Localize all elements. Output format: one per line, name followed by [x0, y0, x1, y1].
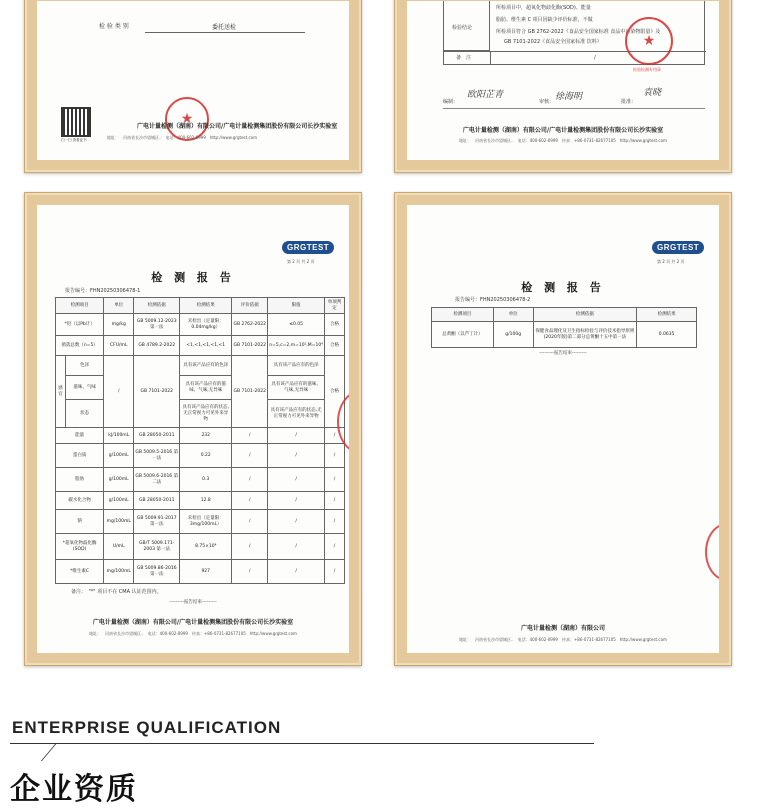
table-row: 能量 kJ/100mL GB 28050-2011 232 / / /	[56, 428, 345, 444]
certificate-paper	[37, 1, 349, 160]
certificate-frame-top-left	[24, 0, 362, 173]
reviewed-by-label: 审核：	[539, 99, 555, 105]
table-row: *超氧化物歧化酶(SOD) U/mL GB/T 5009.171-2003 第一法 8.75×10⁴ / / /	[56, 534, 345, 560]
conclusion-line-4: GB 7101-2022《食品安全国家标准 饮料》	[504, 39, 602, 45]
report-end-mark: ---------报告结束---------	[169, 600, 217, 605]
col-header: 单位	[493, 308, 533, 322]
prepared-by-label: 编制：	[443, 99, 459, 105]
col-header: 检测项目	[56, 298, 104, 314]
col-header: 单项判定	[325, 298, 345, 314]
section-title-english: ENTERPRISE QUALIFICATION	[12, 718, 282, 737]
col-header: 检测结果	[637, 308, 697, 322]
certificate-frame-bottom-left	[24, 192, 362, 666]
lab-company-name: 广电计量检测（湖南）有限公司/广电计量检测集团股份有限公司长沙实验室	[92, 619, 294, 626]
official-stamp: ★	[165, 97, 209, 141]
table-row: 滋味、气味 具有该产品应有的滋味、气味,无异味 具有该产品应有的滋味、气味,无异味	[56, 376, 345, 400]
inspection-type-value: 委托送检	[212, 24, 237, 31]
table-row: 蛋白质 g/100mL GB 5009.5-2016 第一法 0.22 / / /	[56, 444, 345, 468]
inspection-type-label: 检 验 类 别	[99, 23, 129, 30]
lab-company-name: 广电计量检测（湖南）有限公司/广电计量检测集团股份有限公司长沙实验室	[462, 127, 664, 134]
certificate-paper	[37, 205, 349, 653]
table-row: 碳水化合物 g/100mL GB 28050-2011 12.8 / / /	[56, 492, 345, 510]
section-divider-line	[10, 743, 594, 744]
table-header-row	[56, 298, 345, 314]
col-header: 限值	[268, 298, 325, 314]
conclusion-line-2: 脂肪、维生素 C 项目因缺少评价标准，不做	[496, 17, 593, 23]
official-stamp-partial	[705, 523, 719, 581]
table-row: *维生素C mg/100mL GB 5009.86-2016 第一法 927 / / /	[56, 560, 345, 584]
qr-caption: 扫一扫 查看证书	[61, 138, 87, 142]
grgtest-logo: GRGTEST	[652, 241, 704, 254]
page-number: 第 2 页 共 2 页	[657, 259, 685, 264]
table-row: 状态 具有该产品应有的状态,无正常视力可见外来异物 具有该产品应有的状态,无正常视力可见外来异物	[56, 400, 345, 428]
certificate-paper	[407, 205, 719, 653]
col-header: 检测结果	[180, 298, 232, 314]
section-title-chinese: 企业资质	[10, 772, 138, 807]
approved-by-signature: 袁晓	[643, 88, 662, 98]
col-header: 检测依据	[533, 308, 637, 322]
table-row: 钠 mg/100mL GB 5009.91-2017 第一法 未检出（定量限：3mg/100mL） / / /	[56, 510, 345, 534]
table-row: *铅（以Pb计） mg/kg GB 5009.12-2023 第一法 未检出（定量限：0.04mg/kg） GB 2762-2022 ≤0.05 合格	[56, 314, 345, 336]
remark-label: 备 注	[456, 55, 472, 61]
certificate-paper	[407, 1, 719, 160]
remark-value: /	[594, 55, 596, 61]
lab-company-name: 广电计量检测（湖南）有限公司/广电计量检测集团股份有限公司长沙实验室	[137, 123, 338, 130]
lab-address: 地址： 河南省长沙市望城区.. 电话：400-602-0999 传真：+86-0731-82677105 http://www.grgtest.com	[459, 138, 667, 143]
sensory-group-label: 感官	[56, 356, 66, 428]
report-end-mark: ---------报告结束---------	[539, 351, 587, 356]
table-row: 脂肪 g/100mL GB 5009.6-2016 第二法 0.3 / / /	[56, 468, 345, 492]
table-note: 备注： "*" 项目不在 CMA 认证范围内。	[71, 589, 162, 595]
conclusion-line-1: 所检项目中，超氧化物歧化酶(SOD)、能量	[496, 5, 591, 11]
qr-code	[63, 109, 89, 135]
grgtest-logo: GRGTEST	[282, 241, 334, 254]
conclusion-label: 检验结论	[452, 25, 473, 31]
table-row: 菌落总数（n=5） CFU/mL GB 4789.2-2022 <1,<1,<1,<1,<1 GB 7101-2022 n=5,c=2,m=10²,M=10⁴ 合格	[56, 336, 345, 356]
table-row: 总黄酮（以芦丁计） g/100g 保健食品理化及卫生指标检验与评价技术指导原则(2020年版)第二部分总黄酮十五中第一法 0.0635	[432, 322, 697, 348]
col-header: 检测依据	[134, 298, 180, 314]
official-stamp: ★	[625, 17, 673, 65]
table-header-row	[432, 308, 697, 322]
report-title: 检 测 报 告	[151, 271, 235, 284]
col-header: 评价依据	[232, 298, 268, 314]
report-title: 检 测 报 告	[521, 281, 605, 294]
conclusion-line-3: 所检项目符合 GB 2762-2022《食品安全国家标准 食品中污染物限量》及	[496, 29, 661, 35]
section-divider-notch	[41, 743, 74, 761]
report-number: 报告编号：FHN20250306478-2	[455, 297, 531, 303]
page-number: 第 2 页 共 2 页	[287, 259, 315, 264]
certificate-frame-top-right	[394, 0, 732, 173]
lab-company-name: 广电计量检测（湖南）有限公司	[520, 625, 605, 632]
prepared-by-signature: 欧阳芷青	[467, 90, 504, 100]
certificate-frame-bottom-right	[394, 192, 732, 666]
lab-address: 地址： 河南省长沙市望城区.. 电话：400-602-0999 http://www.grgtest.com	[107, 135, 257, 140]
stamp-caption: 检验检测专用章	[633, 67, 661, 72]
lab-address: 地址： 河南省长沙市望城区.. 电话：400-602-0999 传真：+86-0731-82677105 http://www.grgtest.com	[459, 637, 667, 642]
report-number: 报告编号：FHN20250306478-1	[65, 288, 141, 294]
table-row: 感官 色泽 / GB 7101-2022 具有该产品应有的色泽 GB 7101-2022 具有该产品应有的色泽 合格	[56, 356, 345, 376]
approved-by-label: 批准：	[621, 99, 637, 105]
flavonoid-results-table	[431, 307, 697, 348]
value-underline	[145, 32, 305, 33]
col-header: 检测项目	[432, 308, 494, 322]
lab-address: 地址： 河南省长沙市望城区.. 电话：400-602-0999 传真：+86-0731-82677105 http://www.grgtest.com	[89, 631, 297, 636]
test-results-table	[55, 297, 345, 584]
reviewed-by-signature: 徐海明	[555, 92, 583, 102]
col-header: 单位	[104, 298, 134, 314]
